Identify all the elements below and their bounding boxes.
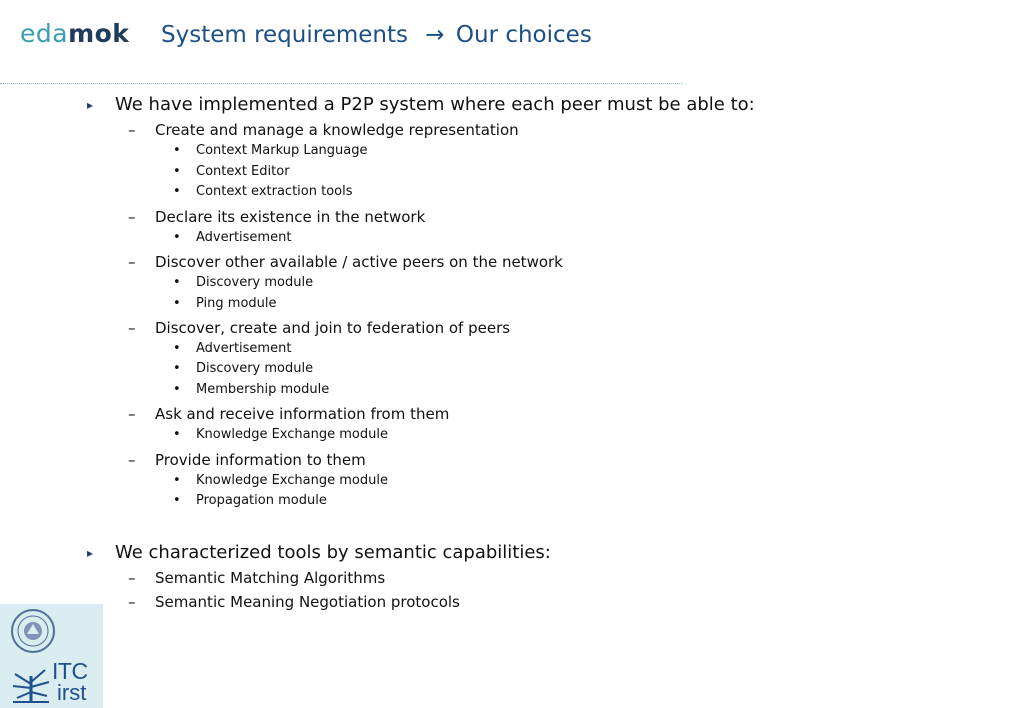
sub-bullet-item: Semantic Matching Algorithms xyxy=(155,569,386,588)
sub-sub-bullet-item: Advertisement xyxy=(196,229,292,245)
sub-bullet-item: Declare its existence in the network xyxy=(155,207,426,226)
bullet-item: We have implemented a P2P system where each peer must be able to: xyxy=(115,94,755,115)
sub-bullet-item: Provide information to them xyxy=(155,450,366,469)
dot-marker: • xyxy=(173,427,181,443)
sub-bullet-item: Discover, create and join to federation of peers xyxy=(155,318,511,337)
university-seal-icon xyxy=(10,608,56,654)
sub-bullet-item: Ask and receive information from them xyxy=(155,405,450,424)
sub-sub-bullet-item: Propagation module xyxy=(196,493,327,509)
sub-bullet-item: Discover other available / active peers on the network xyxy=(155,252,563,271)
dot-marker: • xyxy=(173,184,181,200)
logo-light-part: eda xyxy=(20,19,69,48)
sub-sub-bullet-item: Context extraction tools xyxy=(196,184,353,200)
dot-marker: • xyxy=(173,361,181,377)
dot-marker: • xyxy=(173,472,181,488)
dash-marker: – xyxy=(128,593,136,612)
sub-sub-bullet-item: Membership module xyxy=(196,382,330,398)
irst-text: irst xyxy=(57,680,87,705)
sub-bullet-item: Create and manage a knowledge representation xyxy=(155,121,519,139)
dot-marker: • xyxy=(173,143,181,158)
sub-sub-bullet-item: Advertisement xyxy=(196,340,292,356)
bullet-arrow-icon: ▸ xyxy=(87,98,94,112)
dash-marker: – xyxy=(128,450,136,469)
sub-sub-bullet-item: Context Editor xyxy=(196,163,290,179)
dot-marker: • xyxy=(173,340,181,356)
sub-sub-bullet-item: Context Markup Language xyxy=(196,143,368,158)
sub-sub-bullet-item: Knowledge Exchange module xyxy=(196,427,388,443)
sub-sub-bullet-item: Discovery module xyxy=(196,361,314,377)
sub-bullet-item: Semantic Meaning Negotiation protocols xyxy=(155,593,460,612)
bullet-item: We characterized tools by semantic capabilities: xyxy=(115,542,551,564)
dot-marker: • xyxy=(173,274,181,290)
dot-marker: • xyxy=(173,382,181,398)
sub-sub-bullet-item: Ping module xyxy=(196,295,277,311)
itc-text: ITC xyxy=(52,658,88,684)
tree-emblem-icon xyxy=(9,662,53,706)
dot-marker: • xyxy=(173,229,181,245)
dash-marker: – xyxy=(128,207,136,226)
sub-sub-bullet-item: Discovery module xyxy=(196,274,314,290)
arrow-right-icon: → xyxy=(425,22,445,48)
logo-dark-part: mok xyxy=(68,19,130,48)
sub-sub-bullet-item: Knowledge Exchange module xyxy=(196,472,388,488)
dash-marker: – xyxy=(128,121,136,139)
title-right: Our choices xyxy=(455,22,592,48)
dot-marker: • xyxy=(173,493,181,509)
dash-marker: – xyxy=(128,405,136,424)
bullet-arrow-icon: ▸ xyxy=(87,546,94,561)
title-left: System requirements xyxy=(161,22,408,48)
dash-marker: – xyxy=(128,318,136,337)
dash-marker: – xyxy=(128,569,136,588)
dot-marker: • xyxy=(173,163,181,179)
itc-irst-logo xyxy=(0,604,103,708)
dash-marker: – xyxy=(128,252,136,271)
dot-marker: • xyxy=(173,295,181,311)
